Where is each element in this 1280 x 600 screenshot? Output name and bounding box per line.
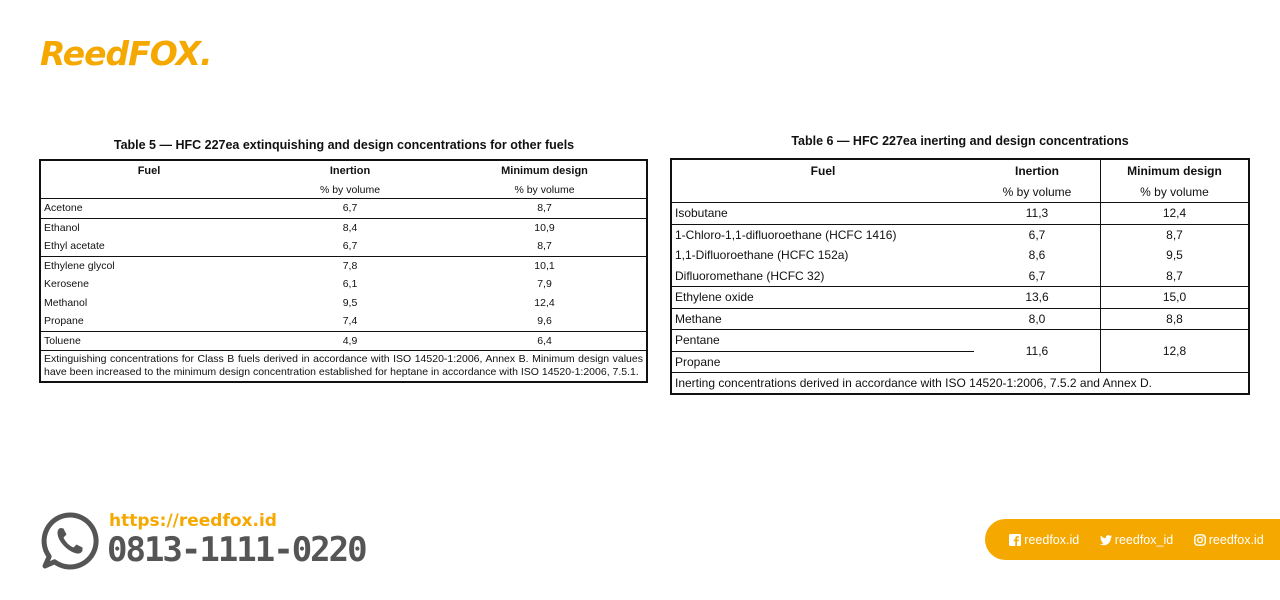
fuel-cell: Ethyl acetate: [44, 240, 105, 253]
table5-unit-min-design: % by volume: [514, 183, 575, 196]
inertion-cell: 6,7: [342, 240, 358, 253]
fuel-cell: Methanol: [44, 296, 88, 309]
min-design-cell: 8,8: [1101, 308, 1250, 330]
fuel-cell: Ethylene oxide: [671, 287, 974, 309]
min-design-cell: 15,0: [1101, 287, 1250, 309]
inertion-cell: 6,1: [342, 278, 358, 291]
table-row: [40, 256, 647, 275]
inertion-cell: 11,6: [974, 330, 1101, 373]
table5-unit-fuel: [40, 181, 257, 199]
table-row: [40, 199, 647, 219]
facebook-handle: reedfox.id: [1024, 532, 1080, 547]
table-row: [40, 312, 647, 331]
reedfox-logo: ReedFOX.: [40, 34, 212, 73]
table5-header-min-design: Minimum design: [443, 160, 647, 181]
inertion-cell: 6,7: [974, 224, 1101, 245]
fuel-cell: Propane: [44, 315, 84, 328]
table-row: [671, 266, 1249, 287]
table6: [670, 158, 1250, 395]
min-design-cell: 8,7: [1101, 224, 1250, 245]
min-design-cell: 10,1: [443, 256, 647, 275]
table6-title: Table 6 — HFC 227ea inerting and design concentrations: [791, 134, 1129, 148]
table6-note: Inerting concentrations derived in accordance with ISO 14520-1:2006, 7.5.2 and Annex D.: [671, 373, 1249, 395]
instagram-handle: reedfox.id: [1208, 532, 1264, 547]
phone-number: 0813-1111-0220: [107, 530, 366, 570]
instagram-icon: [1194, 534, 1206, 546]
table5-header-inertion: Inertion: [329, 165, 371, 177]
twitter-icon: [1100, 534, 1112, 546]
inertion-cell: 13,6: [974, 287, 1101, 309]
table-row: [671, 308, 1249, 330]
min-design-cell: 6,4: [443, 331, 647, 351]
inertion-cell: 11,3: [974, 203, 1101, 225]
table5: [39, 159, 648, 383]
table5-title: Table 5 — HFC 227ea extinquishing and design concentrations for other fuels: [113, 138, 575, 152]
twitter-link[interactable]: [1100, 533, 1173, 547]
inertion-cell: 9,5: [342, 296, 358, 309]
inertion-cell: 7,4: [342, 315, 358, 328]
fuel-cell: Difluoromethane (HCFC 32): [675, 268, 825, 283]
min-design-cell: 7,9: [537, 278, 552, 291]
fuel-cell: 1,1-Difluoroethane (HCFC 152a): [675, 248, 849, 263]
twitter-handle: reedfox_id: [1114, 532, 1174, 547]
fuel-cell: Toluene: [40, 331, 257, 351]
inertion-cell: 8,4: [257, 218, 443, 237]
min-design-cell: 8,7: [537, 240, 552, 253]
inertion-cell: 6,7: [257, 199, 443, 219]
min-design-cell: 10,9: [443, 218, 647, 237]
min-design-cell: 9,5: [1101, 245, 1250, 266]
table5-unit-inertion: % by volume: [319, 183, 381, 196]
table-row: [40, 275, 647, 294]
min-design-cell: 12,4: [534, 296, 555, 309]
fuel-cell: Isobutane: [671, 203, 974, 225]
fuel-cell: Acetone: [40, 199, 257, 219]
table6-unit-min-design: % by volume: [1101, 182, 1250, 203]
website-link[interactable]: https://reedfox.id: [109, 511, 277, 531]
table5-header-fuel: Fuel: [137, 165, 161, 177]
fuel-cell: Pentane: [671, 330, 974, 352]
instagram-link[interactable]: [1194, 533, 1264, 547]
fuel-cell: Methane: [671, 308, 974, 330]
social-bar: [985, 519, 1280, 560]
min-design-cell: 12,8: [1101, 330, 1250, 373]
fuel-cell: 1-Chloro-1,1-difluoroethane (HCFC 1416): [671, 224, 974, 245]
table-row: [40, 218, 647, 237]
table6-unit-inertion: % by volume: [1002, 185, 1072, 199]
table5-note: Extinguishing concentrations for Class B fuels derived in accordance with ISO 14520-1:2006, Annex B. Minimum design values have been increased to the minimum design concentration established for heptane in accordance with ISO 14520-1:2006, 7.5.1.: [40, 351, 647, 383]
table6-header-fuel: Fuel: [810, 164, 836, 178]
min-design-cell: 9,6: [537, 315, 552, 328]
whatsapp-icon: [40, 511, 100, 571]
table6-header-min-design: Minimum design: [1101, 159, 1250, 182]
inertion-cell: 8,6: [1028, 248, 1046, 263]
inertion-cell: 4,9: [257, 331, 443, 351]
inertion-cell: 7,8: [257, 256, 443, 275]
table6-unit-fuel: [671, 182, 974, 203]
inertion-cell: 8,0: [974, 308, 1101, 330]
table-row: [671, 330, 1249, 352]
fuel-cell: Ethanol: [40, 218, 257, 237]
inertion-cell: 6,7: [1028, 268, 1046, 283]
table-row: [671, 203, 1249, 225]
table-row: [671, 245, 1249, 266]
fuel-cell: Propane: [671, 351, 974, 373]
facebook-link[interactable]: [1009, 533, 1079, 547]
min-design-cell: 12,4: [1101, 203, 1250, 225]
table-row: [40, 294, 647, 313]
fuel-cell: Kerosene: [44, 278, 89, 291]
table-row: [671, 224, 1249, 245]
table-row: [40, 237, 647, 256]
table-row: [671, 287, 1249, 309]
min-design-cell: 8,7: [443, 199, 647, 219]
min-design-cell: 8,7: [1101, 266, 1250, 287]
fuel-cell: Ethylene glycol: [40, 256, 257, 275]
facebook-icon: [1009, 534, 1021, 546]
table-row: [40, 331, 647, 351]
table6-header-inertion: Inertion: [1015, 164, 1059, 178]
